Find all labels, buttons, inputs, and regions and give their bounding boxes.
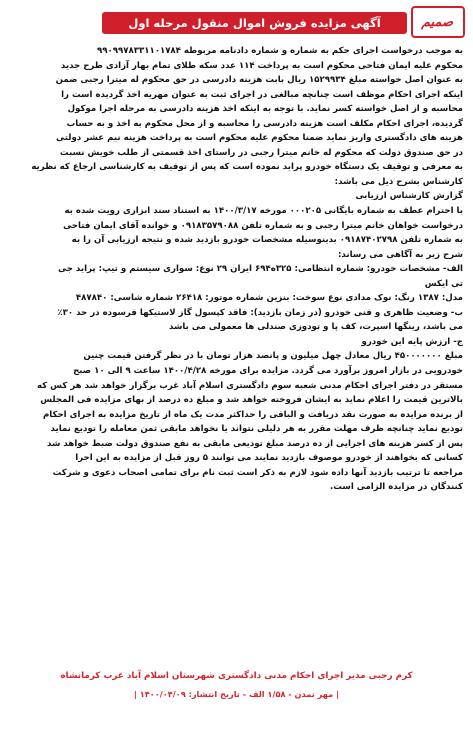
notice-text-line: به عنوان اصل خواسته مبلغ ۱۵۲۹۹۳۴ ریال بابت هزینه دادرسی در حق محکوم له میترا رجبی ضمن bbox=[55, 75, 463, 86]
notice-text-line: گردیده، اجرای احکام مکلف است هزینه دادرسی را محاسبه و از محل محکوم به اخذ و به حساب bbox=[66, 118, 463, 129]
notice-text-line: شرح زیر به آگاهی می رساند: bbox=[338, 249, 463, 260]
notice-text-line: محکوم علیه ایمان فتاحی محکوم است به پرداخت ۱۱۴ عدد سکه طلای تمام بهار آزادی طرح جدید bbox=[60, 60, 463, 71]
signature-line: کرم رجبی مدیر اجرای احکام مدنی دادگستری شهرستان اسلام آباد غرب کرمانشاه bbox=[60, 671, 413, 681]
notice-text-line: اینکه اجرای احکام موظف است چنانچه مبالغی در اجرای ثبت به عنوان مهریه اخذ گردیده است را bbox=[61, 89, 463, 100]
notice-text-line: مدل: ۱۳۸۷ رنگ: نوک مدادی نوع سوخت: بنزین شماره موتور: ۲۶۴۱۸ شماره شاسی: ۴۸۷۸۴۰ bbox=[75, 293, 463, 304]
notice-text-line: ب- وضعیت ظاهری و فنی خودرو (در زمان بازدید): فاقد کپسول گاز لاستیکها فرسوده در حد ۳۰٪ bbox=[57, 307, 463, 318]
notice-text-line: از برنده مزایده به صورت نقد دریافت و الباقی را حداکثر مدت یک ماه از تاریخ مزایده به اجرای احکام bbox=[42, 409, 463, 420]
notice-text-line: به شماره تلفن ۰۹۱۸۷۴۰۲۷۹۸ بدینوسیله مشخصات خودرو بازدید شده و نتیجه ارزیابی آن را به bbox=[71, 235, 463, 246]
notice-text-line: تی ایکس bbox=[424, 278, 463, 289]
notice-text-line: با احترام عطف به شماره بایگانی ۰۰۰۲۰۵ مورخه ۱۴۰۰/۳/۱۷ به استناد سند ابزاری رویت شده به bbox=[64, 206, 463, 217]
notice-text-line: مستقر در دفتر اجرای احکام مدنی شعبه سوم دادگستری اسلام آباد غرب برگزار خواهد شد هر کس که bbox=[36, 380, 463, 391]
notice-title: آگهی مزایده فروش اموال منقول مرحله اول bbox=[102, 12, 407, 34]
notice-text-line: به معرفی و توقیف یک دستگاه خودرو پراید نموده است که پس از توقیف به کارشناسی ارجاع که نظریه bbox=[31, 162, 463, 173]
notice-text-line: محاسبه و از اصل خواسته کسر نماید. با توجه به اینکه اخذ هزینه دادرسی به مرحله اجرا موکول bbox=[67, 104, 463, 115]
notice-text-line: کارشناس بشرح ذیل می باشد: bbox=[334, 176, 463, 187]
notice-header bbox=[12, 6, 465, 38]
notice-text-line: کنندگان در مزایده الزامی است. bbox=[330, 482, 463, 493]
notice-text-line: خودرویی در بازار امروز برآورد می گردد. مزایده برای مورخه ۱۴۰۰/۴/۲۸ ساعت ۹ الی ۱۰ صبح bbox=[73, 366, 463, 377]
notice-text-line: ج- ارزش پایه این خودرو bbox=[361, 336, 463, 347]
notice-body bbox=[10, 44, 463, 495]
notice-text-line: مراجعه تا ترتیب بازدید آنها داده شود لازم به ذکر است ثبت نام برای تمامی اصحاب دعوی و شرکت bbox=[52, 467, 463, 478]
newspaper-logo bbox=[411, 6, 465, 38]
notice-text-line: می باشد، رینگها اسپرت، کف پا و تودوزی صندلی ها معمولی می باشد bbox=[168, 322, 463, 333]
notice-text-line: کسانی که بخواهند از خودرو موصوف بازدید نمایند می توانند ۵ روز قبل از مزایده به این اجرا bbox=[75, 453, 463, 464]
notice-text-line: هزینه های دادگستری واریز نماید ضمنا محکوم علیه محکوم است به پرداخت هزینه نیم عشر دولتی bbox=[56, 133, 463, 144]
notice-text-line: مبلغ ۴۵۰۰۰۰۰۰۰ ریال معادل چهل میلیون و پانصد هزار تومان با در نظر گرفتن قیمت چنین bbox=[83, 351, 463, 362]
notice-text-line: الف- مشخصات خودرو: شماره انتظامی: ۳۲۵ه۶۹۴ ایران ۲۹ نوع: سواری سیستم و تیپ: پراید جی bbox=[58, 264, 463, 275]
notice-text-line: به موجب درخواست اجرای حکم به شماره و شماره دادنامه مربوطه ۹۹۰۹۹۷۸۳۳۱۱۰۱۷۸۴ bbox=[97, 46, 463, 56]
publication-meta: | مهر تمدن - ۱/۵۸ الف - تاریخ انتشار: ۱۴۰۰/۰۴/۰۹ | bbox=[133, 689, 340, 699]
notice-text-line: بالاترین قیمت را اعلام نماید به ایشان فروخته خواهد شد و مبلغ ده درصد از بهای مزایده فی المجلس bbox=[40, 395, 463, 406]
logo-text: صمیم bbox=[421, 14, 455, 30]
notice-text-line: پس از کسر هزینه های اجرایی از ده درصد مبلغ تودیعی مابقی به نفع صندوق دولت ضبط خواهد شد bbox=[46, 438, 463, 449]
notice-text-line: تودیع نماید چنانچه ظرف مهلت مقرر به هر دلیلی نتواند یا نخواهد مابقی ثمن معامله را تودیع نماید bbox=[50, 424, 463, 435]
notice-text-line: در حق صندوق دولت که محکوم له خانم میترا رجبی در راستای اخذ قسمتی از طلب خویش نسبت bbox=[59, 147, 463, 158]
notice-text-line: درخواست خواهان خانم میترا رجبی و به شماره تلفن ۰۹۱۸۳۵۷۹۰۸۸ و خوانده آقای ایمان فتاحی bbox=[63, 220, 463, 231]
notice-text-line: گزارش کارشناس ارزیابی bbox=[355, 191, 463, 202]
